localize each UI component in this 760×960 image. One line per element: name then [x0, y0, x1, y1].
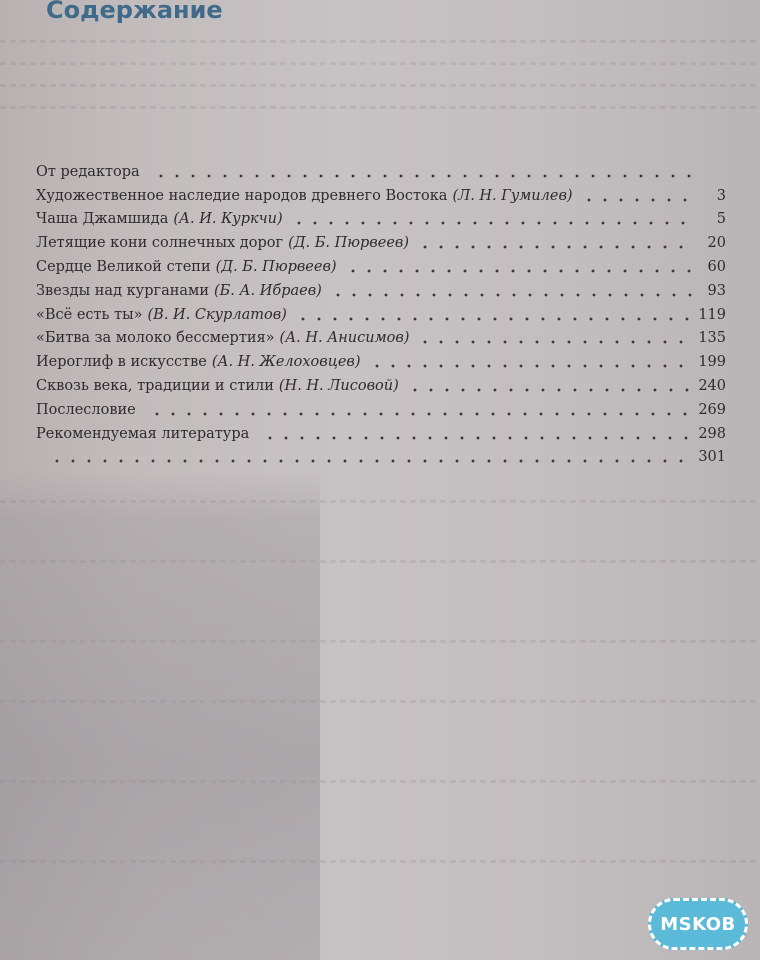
toc-entry-title: Сквозь века, традиции и стили	[36, 377, 274, 394]
toc-entry-author: (Б. А. Ибраев)	[213, 282, 322, 299]
toc-entry	[36, 419, 726, 443]
dot-leader	[295, 317, 693, 321]
toc-entry-page: 119	[698, 306, 726, 323]
toc-entry-title: Сердце Великой степи	[36, 258, 211, 275]
toc-entry	[36, 371, 726, 395]
toc-entry-page: 298	[698, 425, 726, 442]
hand-shadow	[0, 470, 320, 960]
dot-leader	[330, 293, 694, 297]
toc-entry-page: 301	[698, 449, 726, 466]
dot-leader	[417, 340, 692, 344]
dot-leader	[49, 459, 692, 463]
toc-entry	[36, 252, 726, 276]
dot-leader	[153, 174, 694, 178]
toc-entry	[36, 181, 726, 205]
dot-leader	[262, 436, 692, 440]
dot-leader	[407, 388, 693, 392]
toc-entry-page: 269	[698, 401, 726, 418]
dot-leader	[149, 412, 693, 416]
toc-entry-title: От редактора	[36, 163, 140, 180]
toc-entry	[36, 276, 726, 300]
toc-entry-author: (Д. Б. Пюрвеев)	[288, 235, 410, 252]
toc-entry	[36, 395, 726, 419]
dot-leader	[581, 198, 694, 202]
dot-leader	[345, 269, 694, 273]
toc-entry-title: «Битва за молоко бессмертия»	[36, 330, 275, 347]
toc-entry-page: 3	[716, 187, 726, 204]
toc-entry-page: 93	[707, 282, 726, 299]
toc-entry-author: (А. И. Куркчи)	[173, 211, 283, 228]
toc-entry	[36, 228, 726, 252]
toc-entry-author: (Д. Б. Пюрвеев)	[215, 258, 337, 275]
toc-entry-title: Летящие кони солнечных дорог	[36, 235, 284, 252]
dot-leader	[417, 245, 694, 249]
toc-entry-title: Иероглиф в искусстве	[36, 354, 207, 371]
toc-entry	[36, 443, 726, 467]
toc-entry-title: Художественное наследие народов древнего Востока	[36, 187, 448, 204]
dot-leader	[369, 364, 693, 368]
table-of-contents	[36, 157, 726, 466]
toc-entry	[36, 300, 726, 324]
toc-entry-page: 60	[707, 258, 726, 275]
toc-entry-title: «Всё есть ты»	[36, 306, 143, 323]
toc-entry	[36, 157, 726, 181]
page-title: Содержание	[46, 0, 223, 24]
toc-entry-title: Послесловие	[36, 401, 136, 418]
toc-entry-title: Рекомендуемая литература	[36, 425, 250, 442]
toc-entry	[36, 324, 726, 348]
toc-entry	[36, 205, 726, 229]
toc-entry-title: Чаша Джамшида	[36, 211, 169, 228]
toc-entry	[36, 347, 726, 371]
toc-entry-page: 135	[698, 330, 726, 347]
toc-entry-author: (В. И. Скурлатов)	[147, 306, 287, 323]
toc-entry-page: 199	[698, 354, 726, 371]
toc-entry-author: (Н. Н. Лисовой)	[278, 377, 399, 394]
dot-leader	[291, 221, 694, 225]
toc-entry-title: Звезды над курганами	[36, 282, 209, 299]
toc-entry-page: 20	[707, 235, 726, 252]
toc-entry-author: (А. Н. Анисимов)	[279, 330, 410, 347]
toc-entry-author: (Л. Н. Гумилев)	[452, 187, 573, 204]
toc-entry-author: (А. Н. Желоховцев)	[211, 354, 361, 371]
toc-entry-page: 240	[698, 377, 726, 394]
watermark-badge: MSKOB	[648, 898, 748, 950]
toc-entry-page: 5	[716, 211, 726, 228]
